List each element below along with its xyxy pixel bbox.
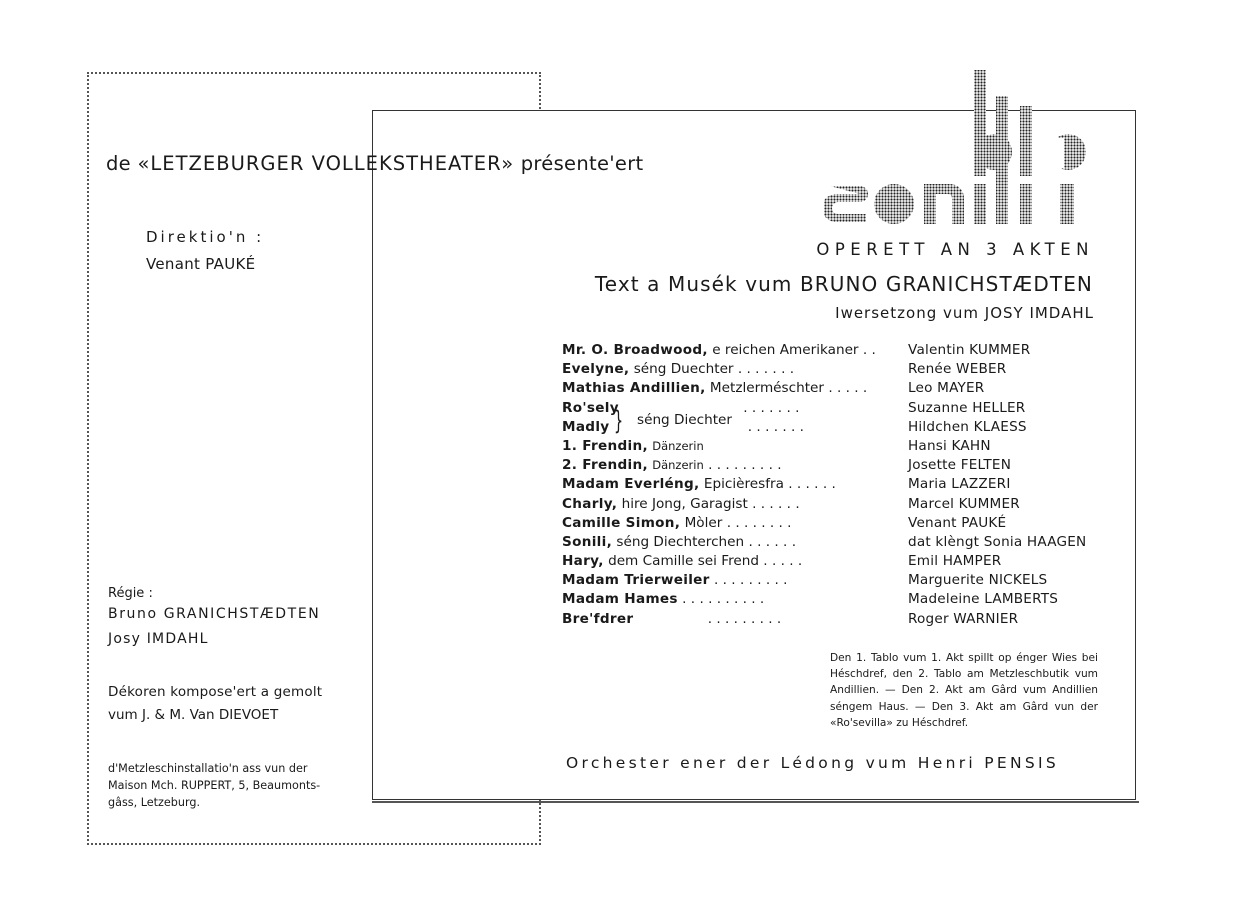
presents-prefix: de	[106, 152, 131, 175]
cast-row	[562, 572, 1102, 591]
cast-row	[562, 438, 1102, 457]
role-desc: Dänzerin	[652, 438, 704, 453]
cast-row	[562, 611, 1102, 630]
actor-name: Venant PAUKÉ	[908, 514, 1007, 531]
cast-row	[562, 515, 1102, 534]
actor-name: Hansi KAHN	[908, 437, 991, 454]
role-desc: Dänzerin	[652, 458, 704, 473]
cast-row	[562, 342, 1102, 361]
cast-row	[562, 380, 1102, 399]
role-desc: séng Duechter	[633, 361, 734, 378]
actor-name: Madeleine LAMBERTS	[908, 591, 1059, 608]
cast-row	[562, 553, 1102, 572]
presents-line	[106, 152, 643, 175]
dots: . . . . . . . . .	[707, 610, 782, 627]
actor-name: Maria LAZZERI	[908, 476, 1011, 493]
cast-list	[562, 342, 1102, 630]
role-desc: Mòler	[684, 514, 723, 531]
dots: . . . . . .	[788, 476, 836, 493]
decor-line-2: vum J. & M. Van DIEVOET	[108, 707, 279, 723]
translation-line: Iwersetzong vum JOSY IMDAHL	[835, 304, 1094, 322]
role-desc: Epicièresfra	[703, 476, 784, 493]
actor-name: Emil HAMPER	[908, 553, 1002, 570]
role-name: Madam Trierweiler	[562, 572, 710, 589]
role-desc: hire Jong, Garagist	[621, 495, 748, 512]
role-name: 1. Frendin,	[562, 437, 648, 454]
dots: . . . . . . .	[747, 418, 804, 435]
actor-name: Hildchen KLAESS	[908, 418, 1027, 435]
decor-line-1: Dékoren kompose'ert a gemolt	[108, 684, 323, 700]
dots: . . . . . .	[752, 495, 800, 512]
actor-name: Renée WEBER	[908, 361, 1007, 378]
cast-row	[562, 476, 1102, 495]
dots: . . . . . . . . .	[714, 572, 788, 589]
role-name: Sonili,	[562, 533, 613, 550]
role-desc: séng Diechterchen	[616, 533, 745, 550]
dots: . . . . . . .	[737, 361, 795, 378]
metzlesch-note: d'Metzleschinstallatio'n ass vun der Maison Mch. RUPPERT, 5, Beaumonts-gâss, Letzeburg.	[108, 762, 321, 809]
dots: . . . . . . . .	[726, 514, 792, 531]
author-line: Text a Musék vum BRUNO GRANICHSTÆDTEN	[594, 272, 1093, 296]
role-name: Ro'sely	[562, 399, 619, 416]
actor-name: Roger WARNIER	[908, 610, 1019, 627]
dots: . . . . . . . . .	[708, 457, 782, 474]
role-name: Camille Simon,	[562, 514, 681, 531]
dots: . . . . .	[763, 553, 803, 570]
cast-row	[562, 361, 1102, 380]
operett-subtitle: OPERETT AN 3 AKTEN	[816, 240, 1094, 259]
actor-name: Suzanne HELLER	[908, 399, 1026, 416]
role-name: Charly,	[562, 495, 618, 512]
sisters-desc: séng Diechter	[637, 412, 732, 428]
sonili-logo	[824, 66, 1094, 226]
actor-name: Leo MAYER	[908, 380, 985, 397]
role-name: Mr. O. Broadwood,	[562, 342, 708, 358]
role-name: Bre'fdrer	[562, 610, 634, 627]
cast-row	[562, 591, 1102, 610]
role-name: Mathias Andillien,	[562, 380, 706, 397]
role-name: Madam Hames	[562, 591, 678, 608]
dots: . . . . . . . . . .	[682, 591, 765, 608]
regie-label: Régie :	[108, 586, 153, 601]
actor-name: dat klèngt Sonia HAAGEN	[908, 533, 1087, 550]
cast-row	[562, 534, 1102, 553]
presents-verb: présente'ert	[520, 152, 644, 175]
regie-name-2: Josy IMDAHL	[108, 631, 209, 647]
dots: . . . . . . .	[743, 399, 800, 416]
role-desc: e reichen Amerikaner	[712, 342, 859, 358]
role-desc: dem Camille sei Frend	[608, 553, 759, 570]
role-name: Hary,	[562, 553, 604, 570]
company-name: «LETZEBURGER VOLLEKSTHEATER»	[137, 152, 515, 175]
brace-icon: }	[614, 406, 624, 436]
scene-note: Den 1. Tablo vum 1. Akt spillt op énger Wies bei Héschdref, den 2. Tablo am Metzleschbutik vum Andillien. — Den 2. Akt am Gârd vum Andillien séngem Haus. — Den 3. Akt am Gârd vun der «Ro'sevilla» zu Héschdref.	[830, 652, 1098, 729]
role-name: 2. Frendin,	[562, 457, 648, 474]
direktion-label: Direktio'n :	[146, 228, 265, 246]
dots: . .	[862, 342, 876, 358]
actor-name: Valentin KUMMER	[908, 342, 1031, 358]
cast-row	[562, 496, 1102, 515]
dots: . . . . .	[828, 380, 868, 397]
role-name: Evelyne,	[562, 361, 630, 378]
cast-row	[562, 457, 1102, 476]
role-name: Madly	[562, 418, 610, 435]
role-desc: Metzlerméschter	[709, 380, 824, 397]
role-name: Madam Everléng,	[562, 476, 700, 493]
regie-name-1: Bruno GRANICHSTÆDTEN	[108, 606, 321, 622]
direktion-name: Venant PAUKÉ	[146, 255, 256, 273]
orchestra-line: Orchester ener der Lédong vum Henri PENSIS	[566, 754, 1060, 772]
actor-name: Marguerite NICKELS	[908, 572, 1048, 589]
actor-name: Marcel KUMMER	[908, 495, 1020, 512]
actor-name: Josette FELTEN	[908, 457, 1012, 474]
dots: . . . . . .	[748, 533, 797, 550]
